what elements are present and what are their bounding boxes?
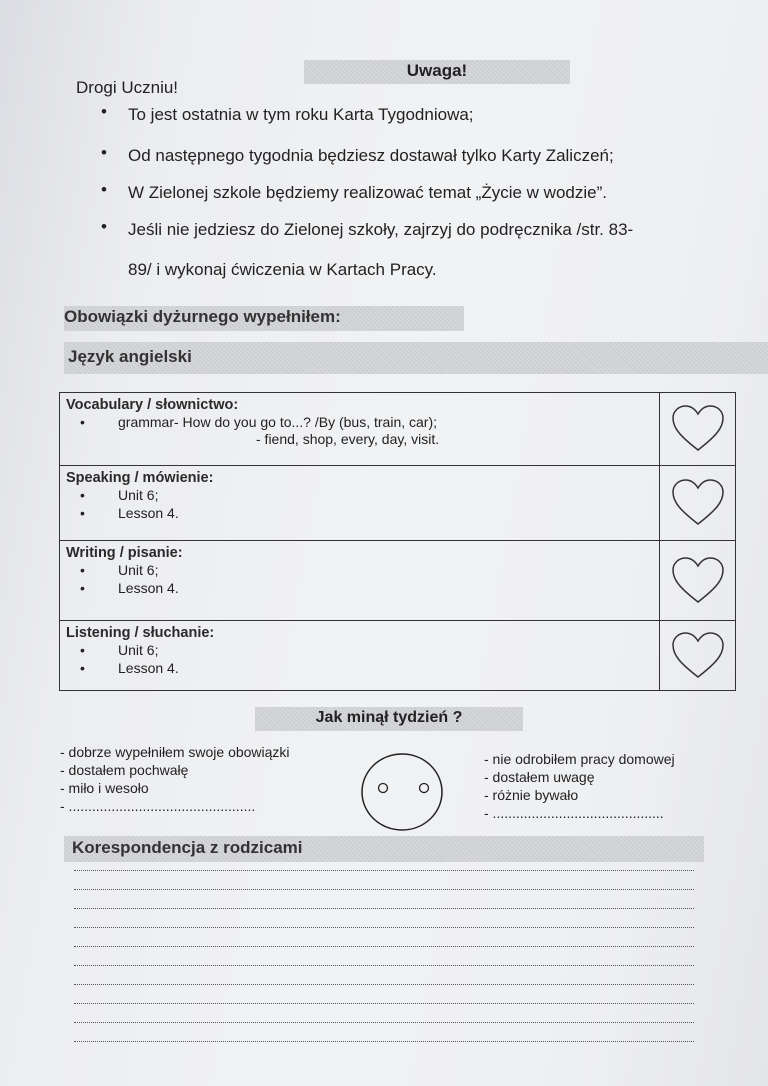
english-title: Język angielski <box>68 347 192 366</box>
greeting: Drogi Uczniu! <box>76 78 179 97</box>
list-item: - nie odrobiłem pracy domowej <box>484 751 675 767</box>
notice-bullet-2: Od następnego tygodnia będziesz dostawał tylko Karty Zaliczeń; <box>128 146 614 165</box>
row-heading: Listening / słuchanie: <box>66 625 215 641</box>
notice-bullet-4-cont: 89/ i wykonaj ćwiczenia w Kartach Pracy. <box>128 260 437 279</box>
bullet: • <box>101 143 107 162</box>
writing-line[interactable] <box>74 984 694 985</box>
correspondence-title: Korespondencja z rodzicami <box>72 838 303 857</box>
listening-cell <box>60 621 660 691</box>
writing-line[interactable] <box>74 908 694 909</box>
table-row <box>60 541 736 621</box>
writing-line[interactable] <box>74 870 694 871</box>
week-negative-list <box>484 750 675 822</box>
heart-cell[interactable] <box>660 541 736 621</box>
heart-icon <box>670 477 726 529</box>
writing-line[interactable] <box>74 927 694 928</box>
list-item: • Lesson 4. <box>80 505 179 521</box>
writing-line[interactable] <box>74 889 694 890</box>
list-item: • Lesson 4. <box>80 660 179 676</box>
list-item-continuation: - fiend, shop, every, day, visit. <box>256 431 440 447</box>
week-positive-list <box>60 743 290 815</box>
row-heading: Writing / pisanie: <box>66 545 183 561</box>
face-icon[interactable] <box>360 752 444 832</box>
notice-bullet-1: To jest ostatnia w tym roku Karta Tygodniowa; <box>128 105 474 124</box>
blank-line[interactable]: - ............................................ <box>484 805 664 821</box>
table-row <box>60 621 736 691</box>
speaking-cell <box>60 466 660 541</box>
table-row <box>60 466 736 541</box>
bullet: • <box>101 180 107 199</box>
week-title: Jak minął tydzień ? <box>315 709 463 726</box>
list-item: - różnie bywało <box>484 787 579 803</box>
heart-cell[interactable] <box>660 466 736 541</box>
notice-bullet-4: Jeśli nie jedziesz do Zielonej szkoły, zajrzyj do podręcznika /str. 83- <box>128 220 634 239</box>
writing-line[interactable] <box>74 1041 694 1042</box>
list-item: • Unit 6; <box>80 487 159 503</box>
duties-title: Obowiązki dyżurnego wypełniłem: <box>64 307 341 326</box>
heart-cell[interactable] <box>660 621 736 691</box>
heart-icon <box>670 555 726 607</box>
writing-line[interactable] <box>74 946 694 947</box>
list-item: - dostałem uwagę <box>484 769 595 785</box>
writing-line[interactable] <box>74 1022 694 1023</box>
list-item: - dobrze wypełniłem swoje obowiązki <box>60 744 290 760</box>
vocabulary-cell <box>60 393 660 466</box>
blank-line[interactable]: - ................................................ <box>60 798 256 814</box>
heart-icon <box>670 630 726 682</box>
writing-cell <box>60 541 660 621</box>
bullet: • <box>101 217 107 236</box>
list-item: • Unit 6; <box>80 562 159 578</box>
bullet: • <box>101 102 107 121</box>
list-item: - miło i wesoło <box>60 780 149 796</box>
writing-line[interactable] <box>74 965 694 966</box>
heart-icon <box>670 403 726 455</box>
english-table <box>59 392 736 691</box>
list-item: • Unit 6; <box>80 642 159 658</box>
row-heading: Speaking / mówienie: <box>66 470 214 486</box>
list-item: • grammar- How do you go to...? /By (bus, train, car); <box>80 414 438 430</box>
writing-line[interactable] <box>74 1003 694 1004</box>
heart-cell[interactable] <box>660 393 736 466</box>
table-row <box>60 393 736 466</box>
notice-bullet-3: W Zielonej szkole będziemy realizować temat „Życie w wodzie”. <box>128 183 607 202</box>
list-item: • Lesson 4. <box>80 580 179 596</box>
list-item: - dostałem pochwałę <box>60 762 189 778</box>
notice-title: Uwaga! <box>406 61 468 80</box>
row-heading: Vocabulary / słownictwo: <box>66 397 239 413</box>
